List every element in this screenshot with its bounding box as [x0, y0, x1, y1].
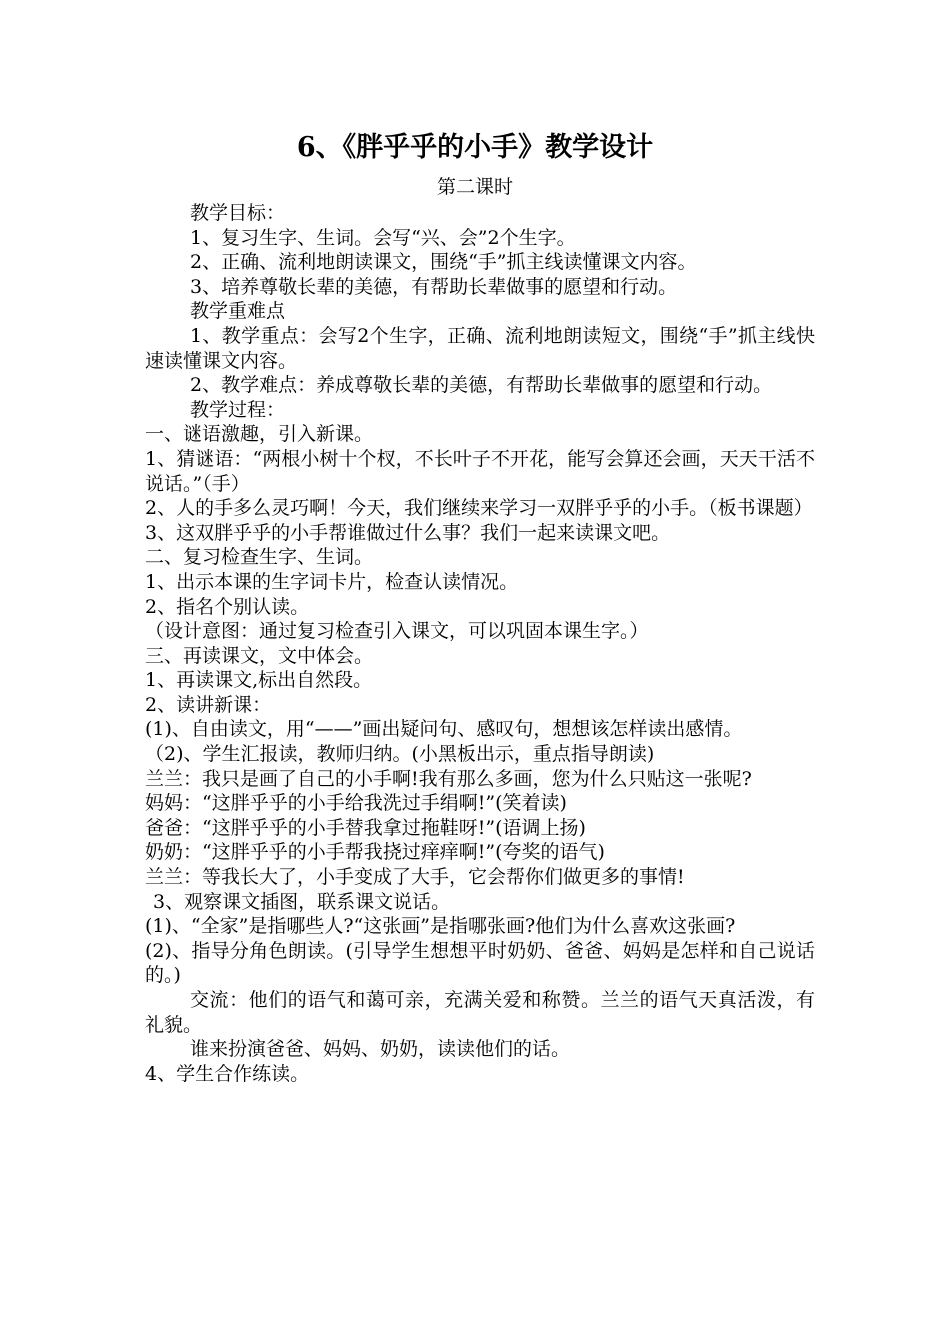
section-heading: 三、再读课文，文中体会。: [145, 644, 374, 667]
process-step: (2)、指导分角色朗读。(引导学生想想平时奶奶、爸爸、妈妈是怎样和自己说话的。): [145, 939, 815, 987]
process-step: 4、学生合作练读。: [145, 1062, 310, 1085]
section-heading: 一、谜语激趣，引入新课。: [145, 423, 374, 446]
process-step: 3、这双胖乎乎的小手帮谁做过什么事？我们一起来读课文吧。: [145, 521, 671, 544]
dialogue-line: 兰兰：等我长大了，小手变成了大手，它会帮你们做更多的事情!: [145, 866, 685, 889]
design-intent-note: （设计意图：通过复习检查引入课文，可以巩固本课生字。）: [145, 620, 649, 643]
heading-process: 教学过程：: [190, 398, 286, 421]
process-step: 1、出示本课的生字词卡片，检查认读情况。: [145, 570, 519, 593]
dialogue-line: 爸爸：“这胖乎乎的小手替我拿过拖鞋呀!”(语调上扬): [145, 816, 586, 839]
process-step: 2、指名个别认读。: [145, 595, 310, 618]
lesson-period: 第二课时: [436, 176, 513, 198]
dialogue-line: 奶奶：“这胖乎乎的小手帮我挠过痒痒啊!”(夸奖的语气): [145, 841, 605, 864]
discussion-note: 交流：他们的语气和蔼可亲，充满关爱和称赞。兰兰的语气天真活泼，有礼貌。: [145, 989, 815, 1036]
dialogue-line: 兰兰：我只是画了自己的小手啊!我有那么多画，您为什么只贴这一张呢?: [145, 767, 752, 790]
objective-item: 3、培养尊敬长辈的美德，有帮助长辈做事的愿望和行动。: [190, 275, 678, 298]
document-body: [145, 201, 815, 1086]
objective-item: 2、正确、流利地朗读课文，围绕“手”抓主线读懂课文内容。: [190, 251, 697, 274]
document-title: 6、《胖乎乎的小手》教学设计: [296, 132, 654, 163]
process-step: (1)、“全家”是指哪些人?“这张画”是指哪张画?他们为什么喜欢这张画?: [145, 915, 736, 938]
process-step: (1)、自由读文，用“——”画出疑问句、感叹句，想想该怎样读出感情。: [145, 718, 743, 741]
heading-key-points: 教学重难点: [190, 300, 286, 323]
process-step: 2、人的手多么灵巧啊！今天，我们继续来学习一双胖乎乎的小手。（板书课题）: [145, 497, 813, 520]
process-step: 2、读讲新课：: [145, 693, 272, 716]
process-step: 3、观察课文插图，联系课文说话。: [153, 890, 451, 913]
role-play-note: 谁来扮演爸爸、妈妈、奶奶，读读他们的话。: [190, 1038, 571, 1061]
process-step: 1、再读课文,标出自然段。: [145, 669, 373, 692]
objective-item: 1、复习生字、生词。会写“兴、会”2个生字。: [190, 226, 576, 249]
process-step: （2)、学生汇报读，教师归纳。(小黑板出示，重点指导朗读): [145, 743, 655, 766]
process-step: 1、猜谜语：“两根小树十个杈，不长叶子不开花，能写会算还会画，天天干活不说话。”（手）: [145, 447, 815, 495]
difficulty-item: 2、教学难点：养成尊敬长辈的美德，有帮助长辈做事的愿望和行动。: [190, 374, 773, 397]
section-heading: 二、复习检查生字、生词。: [145, 546, 374, 569]
dialogue-line: 妈妈：“这胖乎乎的小手给我洗过手绢啊!”(笑着读): [145, 792, 567, 815]
heading-objectives: 教学目标：: [190, 202, 286, 224]
key-point-item: 1、教学重点：会写2个生字，正确、流利地朗读短文，围绕“手”抓主线快速读懂课文内容。: [145, 324, 815, 372]
